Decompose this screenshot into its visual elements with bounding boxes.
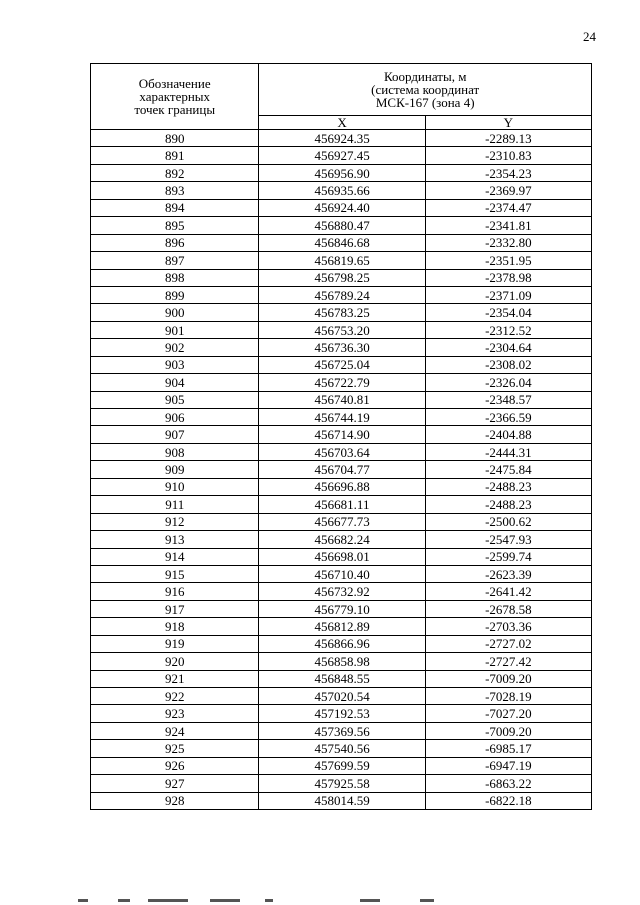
y-coordinate-cell: -2289.13 bbox=[425, 130, 591, 147]
y-coordinate-cell: -7009.20 bbox=[425, 670, 591, 687]
table-row bbox=[91, 304, 592, 321]
y-coordinate-cell: -2354.23 bbox=[425, 164, 591, 181]
table-row bbox=[91, 339, 592, 356]
table-row bbox=[91, 286, 592, 303]
point-id-cell: 920 bbox=[91, 653, 259, 670]
table-row bbox=[91, 618, 592, 635]
y-coordinate-cell: -6863.22 bbox=[425, 775, 591, 792]
table-row bbox=[91, 199, 592, 216]
point-id-cell: 915 bbox=[91, 565, 259, 582]
x-coordinate-cell: 456880.47 bbox=[259, 217, 425, 234]
point-id-cell: 892 bbox=[91, 164, 259, 181]
point-id-cell: 913 bbox=[91, 531, 259, 548]
table-row bbox=[91, 391, 592, 408]
table-row bbox=[91, 217, 592, 234]
x-coordinate-cell: 456924.35 bbox=[259, 130, 425, 147]
y-coordinate-cell: -2366.59 bbox=[425, 409, 591, 426]
table-row bbox=[91, 374, 592, 391]
y-coordinate-cell: -2341.81 bbox=[425, 217, 591, 234]
coordinates-header-line: (система координат bbox=[371, 82, 480, 97]
y-coordinate-cell: -2312.52 bbox=[425, 321, 591, 338]
y-coordinate-cell: -2332.80 bbox=[425, 234, 591, 251]
table-row bbox=[91, 548, 592, 565]
x-coordinate-cell: 456819.65 bbox=[259, 252, 425, 269]
x-coordinate-cell: 456677.73 bbox=[259, 513, 425, 530]
point-id-cell: 902 bbox=[91, 339, 259, 356]
point-id-cell: 918 bbox=[91, 618, 259, 635]
x-coordinate-cell: 456779.10 bbox=[259, 600, 425, 617]
y-coordinate-cell: -2547.93 bbox=[425, 531, 591, 548]
table-row bbox=[91, 182, 592, 199]
point-id-cell: 890 bbox=[91, 130, 259, 147]
point-id-cell: 897 bbox=[91, 252, 259, 269]
designation-header-line: точек границы bbox=[134, 102, 216, 117]
x-coordinate-cell: 456740.81 bbox=[259, 391, 425, 408]
table-row bbox=[91, 705, 592, 722]
x-coordinate-cell: 456783.25 bbox=[259, 304, 425, 321]
y-column-header: Y bbox=[425, 116, 591, 130]
y-coordinate-cell: -2500.62 bbox=[425, 513, 591, 530]
y-coordinate-cell: -2678.58 bbox=[425, 600, 591, 617]
x-coordinate-cell: 457540.56 bbox=[259, 740, 425, 757]
y-coordinate-cell: -2404.88 bbox=[425, 426, 591, 443]
point-id-cell: 917 bbox=[91, 600, 259, 617]
x-coordinate-cell: 456866.96 bbox=[259, 635, 425, 652]
table-row bbox=[91, 252, 592, 269]
y-coordinate-cell: -2727.02 bbox=[425, 635, 591, 652]
point-id-cell: 926 bbox=[91, 757, 259, 774]
table-row bbox=[91, 426, 592, 443]
table-row bbox=[91, 478, 592, 495]
x-coordinate-cell: 456682.24 bbox=[259, 531, 425, 548]
y-coordinate-cell: -2304.64 bbox=[425, 339, 591, 356]
y-coordinate-cell: -2351.95 bbox=[425, 252, 591, 269]
table-row bbox=[91, 583, 592, 600]
table-row bbox=[91, 461, 592, 478]
point-id-cell: 924 bbox=[91, 722, 259, 739]
table-row bbox=[91, 269, 592, 286]
x-coordinate-cell: 456956.90 bbox=[259, 164, 425, 181]
point-id-cell: 899 bbox=[91, 286, 259, 303]
point-id-cell: 928 bbox=[91, 792, 259, 809]
x-coordinate-cell: 456744.19 bbox=[259, 409, 425, 426]
point-id-cell: 909 bbox=[91, 461, 259, 478]
y-coordinate-cell: -7009.20 bbox=[425, 722, 591, 739]
designation-header-line: Обозначение bbox=[138, 76, 211, 91]
x-coordinate-cell: 456696.88 bbox=[259, 478, 425, 495]
x-coordinate-cell: 456789.24 bbox=[259, 286, 425, 303]
x-coordinate-cell: 456927.45 bbox=[259, 147, 425, 164]
y-coordinate-cell: -2374.47 bbox=[425, 199, 591, 216]
table-row bbox=[91, 531, 592, 548]
y-coordinate-cell: -2326.04 bbox=[425, 374, 591, 391]
table-row bbox=[91, 740, 592, 757]
x-coordinate-cell: 456714.90 bbox=[259, 426, 425, 443]
y-coordinate-cell: -2488.23 bbox=[425, 496, 591, 513]
table-row bbox=[91, 600, 592, 617]
table-row bbox=[91, 164, 592, 181]
x-coordinate-cell: 456710.40 bbox=[259, 565, 425, 582]
point-id-cell: 925 bbox=[91, 740, 259, 757]
x-coordinate-cell: 458014.59 bbox=[259, 792, 425, 809]
point-id-cell: 896 bbox=[91, 234, 259, 251]
y-coordinate-cell: -2308.02 bbox=[425, 356, 591, 373]
y-coordinate-cell: -6947.19 bbox=[425, 757, 591, 774]
table-row bbox=[91, 130, 592, 147]
table-row bbox=[91, 792, 592, 809]
y-coordinate-cell: -2703.36 bbox=[425, 618, 591, 635]
x-coordinate-cell: 456722.79 bbox=[259, 374, 425, 391]
y-coordinate-cell: -2354.04 bbox=[425, 304, 591, 321]
point-id-cell: 903 bbox=[91, 356, 259, 373]
point-id-cell: 912 bbox=[91, 513, 259, 530]
x-coordinate-cell: 456732.92 bbox=[259, 583, 425, 600]
point-id-cell: 927 bbox=[91, 775, 259, 792]
y-coordinate-cell: -2310.83 bbox=[425, 147, 591, 164]
designation-header bbox=[91, 64, 259, 130]
table-row bbox=[91, 321, 592, 338]
y-coordinate-cell: -2488.23 bbox=[425, 478, 591, 495]
point-id-cell: 908 bbox=[91, 443, 259, 460]
point-id-cell: 916 bbox=[91, 583, 259, 600]
x-coordinate-cell: 456848.55 bbox=[259, 670, 425, 687]
coordinates-header-line: Координаты, м bbox=[383, 69, 467, 84]
point-id-cell: 923 bbox=[91, 705, 259, 722]
page-number: 24 bbox=[583, 29, 596, 44]
y-coordinate-cell: -7028.19 bbox=[425, 688, 591, 705]
x-coordinate-cell: 456703.64 bbox=[259, 443, 425, 460]
table-row bbox=[91, 670, 592, 687]
x-coordinate-cell: 456736.30 bbox=[259, 339, 425, 356]
point-id-cell: 901 bbox=[91, 321, 259, 338]
point-id-cell: 900 bbox=[91, 304, 259, 321]
x-column-header: X bbox=[259, 116, 425, 130]
y-coordinate-cell: -2641.42 bbox=[425, 583, 591, 600]
y-coordinate-cell: -2348.57 bbox=[425, 391, 591, 408]
table-row bbox=[91, 234, 592, 251]
point-id-cell: 914 bbox=[91, 548, 259, 565]
point-id-cell: 919 bbox=[91, 635, 259, 652]
x-coordinate-cell: 456753.20 bbox=[259, 321, 425, 338]
y-coordinate-cell: -2727.42 bbox=[425, 653, 591, 670]
y-coordinate-cell: -2444.31 bbox=[425, 443, 591, 460]
point-id-cell: 891 bbox=[91, 147, 259, 164]
cut-off-bottom-line bbox=[60, 895, 580, 905]
table-row bbox=[91, 147, 592, 164]
y-coordinate-cell: -2599.74 bbox=[425, 548, 591, 565]
x-coordinate-cell: 457020.54 bbox=[259, 688, 425, 705]
point-id-cell: 898 bbox=[91, 269, 259, 286]
x-coordinate-cell: 457925.58 bbox=[259, 775, 425, 792]
y-coordinate-cell: -7027.20 bbox=[425, 705, 591, 722]
x-coordinate-cell: 457369.56 bbox=[259, 722, 425, 739]
table-row bbox=[91, 356, 592, 373]
table-row bbox=[91, 757, 592, 774]
table-row bbox=[91, 775, 592, 792]
y-coordinate-cell: -2378.98 bbox=[425, 269, 591, 286]
table-row bbox=[91, 496, 592, 513]
y-coordinate-cell: -2371.09 bbox=[425, 286, 591, 303]
x-coordinate-cell: 456725.04 bbox=[259, 356, 425, 373]
designation-header-line: характерных bbox=[139, 89, 211, 104]
y-coordinate-cell: -6822.18 bbox=[425, 792, 591, 809]
x-coordinate-cell: 456698.01 bbox=[259, 548, 425, 565]
point-id-cell: 893 bbox=[91, 182, 259, 199]
x-coordinate-cell: 456681.11 bbox=[259, 496, 425, 513]
point-id-cell: 910 bbox=[91, 478, 259, 495]
table-row bbox=[91, 443, 592, 460]
x-coordinate-cell: 456704.77 bbox=[259, 461, 425, 478]
table-body bbox=[91, 130, 592, 810]
x-coordinate-cell: 456924.40 bbox=[259, 199, 425, 216]
point-id-cell: 922 bbox=[91, 688, 259, 705]
table-row bbox=[91, 688, 592, 705]
y-coordinate-cell: -2475.84 bbox=[425, 461, 591, 478]
table-row bbox=[91, 635, 592, 652]
point-id-cell: 921 bbox=[91, 670, 259, 687]
x-coordinate-cell: 456798.25 bbox=[259, 269, 425, 286]
x-coordinate-cell: 457699.59 bbox=[259, 757, 425, 774]
point-id-cell: 906 bbox=[91, 409, 259, 426]
x-coordinate-cell: 456935.66 bbox=[259, 182, 425, 199]
point-id-cell: 907 bbox=[91, 426, 259, 443]
table-row bbox=[91, 722, 592, 739]
y-coordinate-cell: -6985.17 bbox=[425, 740, 591, 757]
table-row bbox=[91, 565, 592, 582]
point-id-cell: 904 bbox=[91, 374, 259, 391]
table-row bbox=[91, 653, 592, 670]
table-row bbox=[91, 409, 592, 426]
x-coordinate-cell: 456846.68 bbox=[259, 234, 425, 251]
point-id-cell: 905 bbox=[91, 391, 259, 408]
x-coordinate-cell: 456858.98 bbox=[259, 653, 425, 670]
x-coordinate-cell: 457192.53 bbox=[259, 705, 425, 722]
table-row bbox=[91, 513, 592, 530]
point-id-cell: 911 bbox=[91, 496, 259, 513]
point-id-cell: 894 bbox=[91, 199, 259, 216]
coordinates-table bbox=[90, 63, 592, 810]
coordinates-header bbox=[259, 64, 592, 116]
y-coordinate-cell: -2623.39 bbox=[425, 565, 591, 582]
coordinates-header-line: МСК-167 (зона 4) bbox=[375, 95, 475, 110]
y-coordinate-cell: -2369.97 bbox=[425, 182, 591, 199]
point-id-cell: 895 bbox=[91, 217, 259, 234]
x-coordinate-cell: 456812.89 bbox=[259, 618, 425, 635]
